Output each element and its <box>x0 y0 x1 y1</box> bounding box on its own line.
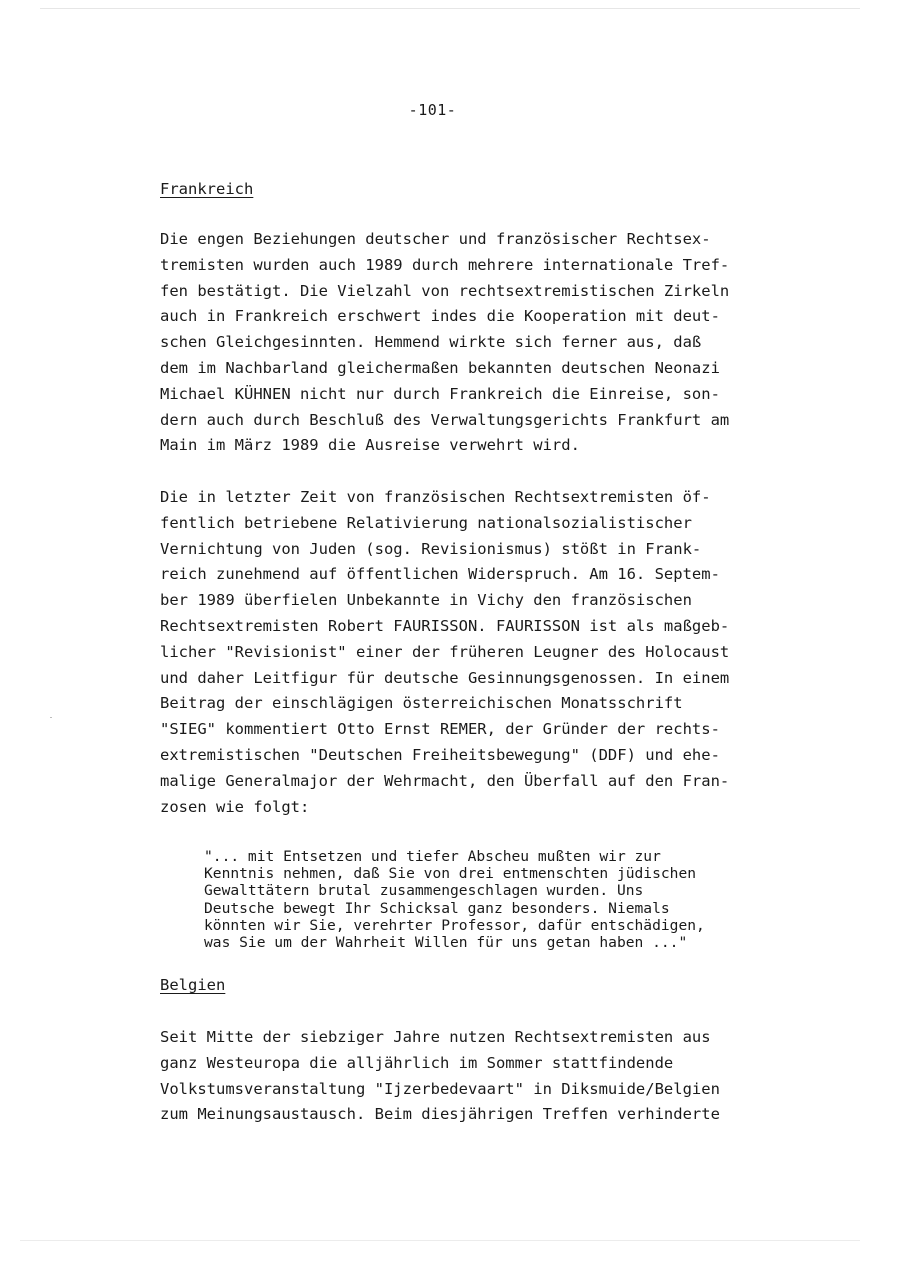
text-line: extremistischen "Deutschen Freiheitsbewegung" (DDF) und ehe- <box>160 745 720 764</box>
text-line: ber 1989 überfielen Unbekannte in Vichy den französischen <box>160 591 692 610</box>
text-line: malige Generalmajor der Wehrmacht, den Überfall auf den Fran- <box>160 771 730 790</box>
text-line: Die engen Beziehungen deutscher und französischer Rechtsex- <box>160 230 711 248</box>
text-line: und daher Leitfigur für deutsche Gesinnungsgenossen. In einem <box>160 668 730 687</box>
quote-line: Gewalttätern brutal zusammengeschlagen wurden. Uns <box>204 882 644 900</box>
scan-speck <box>50 717 52 718</box>
quote-line: Deutsche bewegt Ihr Schicksal ganz besonders. Niemals <box>204 899 670 917</box>
text-line: reich zunehmend auf öffentlichen Widerspruch. Am 16. Septem- <box>160 565 720 584</box>
paragraph-frankreich-1 <box>160 227 729 459</box>
text-line: Main im März 1989 die Ausreise verwehrt wird. <box>160 436 580 455</box>
text-line: "SIEG" kommentiert Otto Ernst REMER, der Gründer der rechts- <box>160 720 720 739</box>
text-line: ganz Westeuropa die alljährlich im Sommer stattfindende <box>160 1053 674 1072</box>
text-line: Die in letzter Zeit von französischen Rechtsextremisten öf- <box>160 488 711 506</box>
text-line: fentlich betriebene Relativierung nationalsozialistischer <box>160 513 692 532</box>
scan-edge-top <box>40 8 860 9</box>
text-line: Beitrag der einschlägigen österreichischen Monatsschrift <box>160 694 683 713</box>
text-line: Michael KÜHNEN nicht nur durch Frankreich die Einreise, son- <box>160 384 720 403</box>
quote-line: was Sie um der Wahrheit Willen für uns getan haben ..." <box>204 934 688 952</box>
paragraph-frankreich-2 <box>160 485 729 820</box>
section-heading-frankreich: Frankreich <box>160 180 254 198</box>
scan-edge-bottom <box>20 1240 860 1241</box>
text-line: Rechtsextremisten Robert FAURISSON. FAURISSON ist als maßgeb- <box>160 616 730 635</box>
text-line: Volkstumsveranstaltung "Ijzerbedevaart" in Diksmuide/Belgien <box>160 1079 720 1098</box>
text-line: Seit Mitte der siebziger Jahre nutzen Rechtsextremisten aus <box>160 1028 711 1046</box>
text-line: dem im Nachbarland gleichermaßen bekannten deutschen Neonazi <box>160 358 720 377</box>
text-line: zosen wie folgt: <box>160 797 310 816</box>
text-line: fen bestätigt. Die Vielzahl von rechtsextremistischen Zirkeln <box>160 281 730 300</box>
text-line: zum Meinungsaustausch. Beim diesjährigen Treffen verhinderte <box>160 1105 720 1124</box>
paragraph-belgien-1 <box>160 1025 720 1128</box>
quote-line: "... mit Entsetzen und tiefer Abscheu mußten wir zur <box>204 848 661 865</box>
text-line: Vernichtung von Juden (sog. Revisionismus) stößt in Frank- <box>160 539 702 558</box>
quote-line: könnten wir Sie, verehrter Professor, dafür entschädigen, <box>204 916 705 934</box>
text-line: dern auch durch Beschluß des Verwaltungsgerichts Frankfurt am <box>160 410 730 429</box>
section-heading-belgien: Belgien <box>160 976 226 994</box>
text-line: tremisten wurden auch 1989 durch mehrere internationale Tref- <box>160 255 730 274</box>
text-line: auch in Frankreich erschwert indes die Kooperation mit deut- <box>160 307 720 326</box>
block-quote <box>204 848 705 951</box>
text-line: schen Gleichgesinnten. Hemmend wirkte sich ferner aus, daß <box>160 333 702 352</box>
quote-line: Kenntnis nehmen, daß Sie von drei entmenschten jüdischen <box>204 865 697 883</box>
text-line: licher "Revisionist" einer der früheren Leugner des Holocaust <box>160 642 730 661</box>
page-number: -101- <box>408 101 457 119</box>
